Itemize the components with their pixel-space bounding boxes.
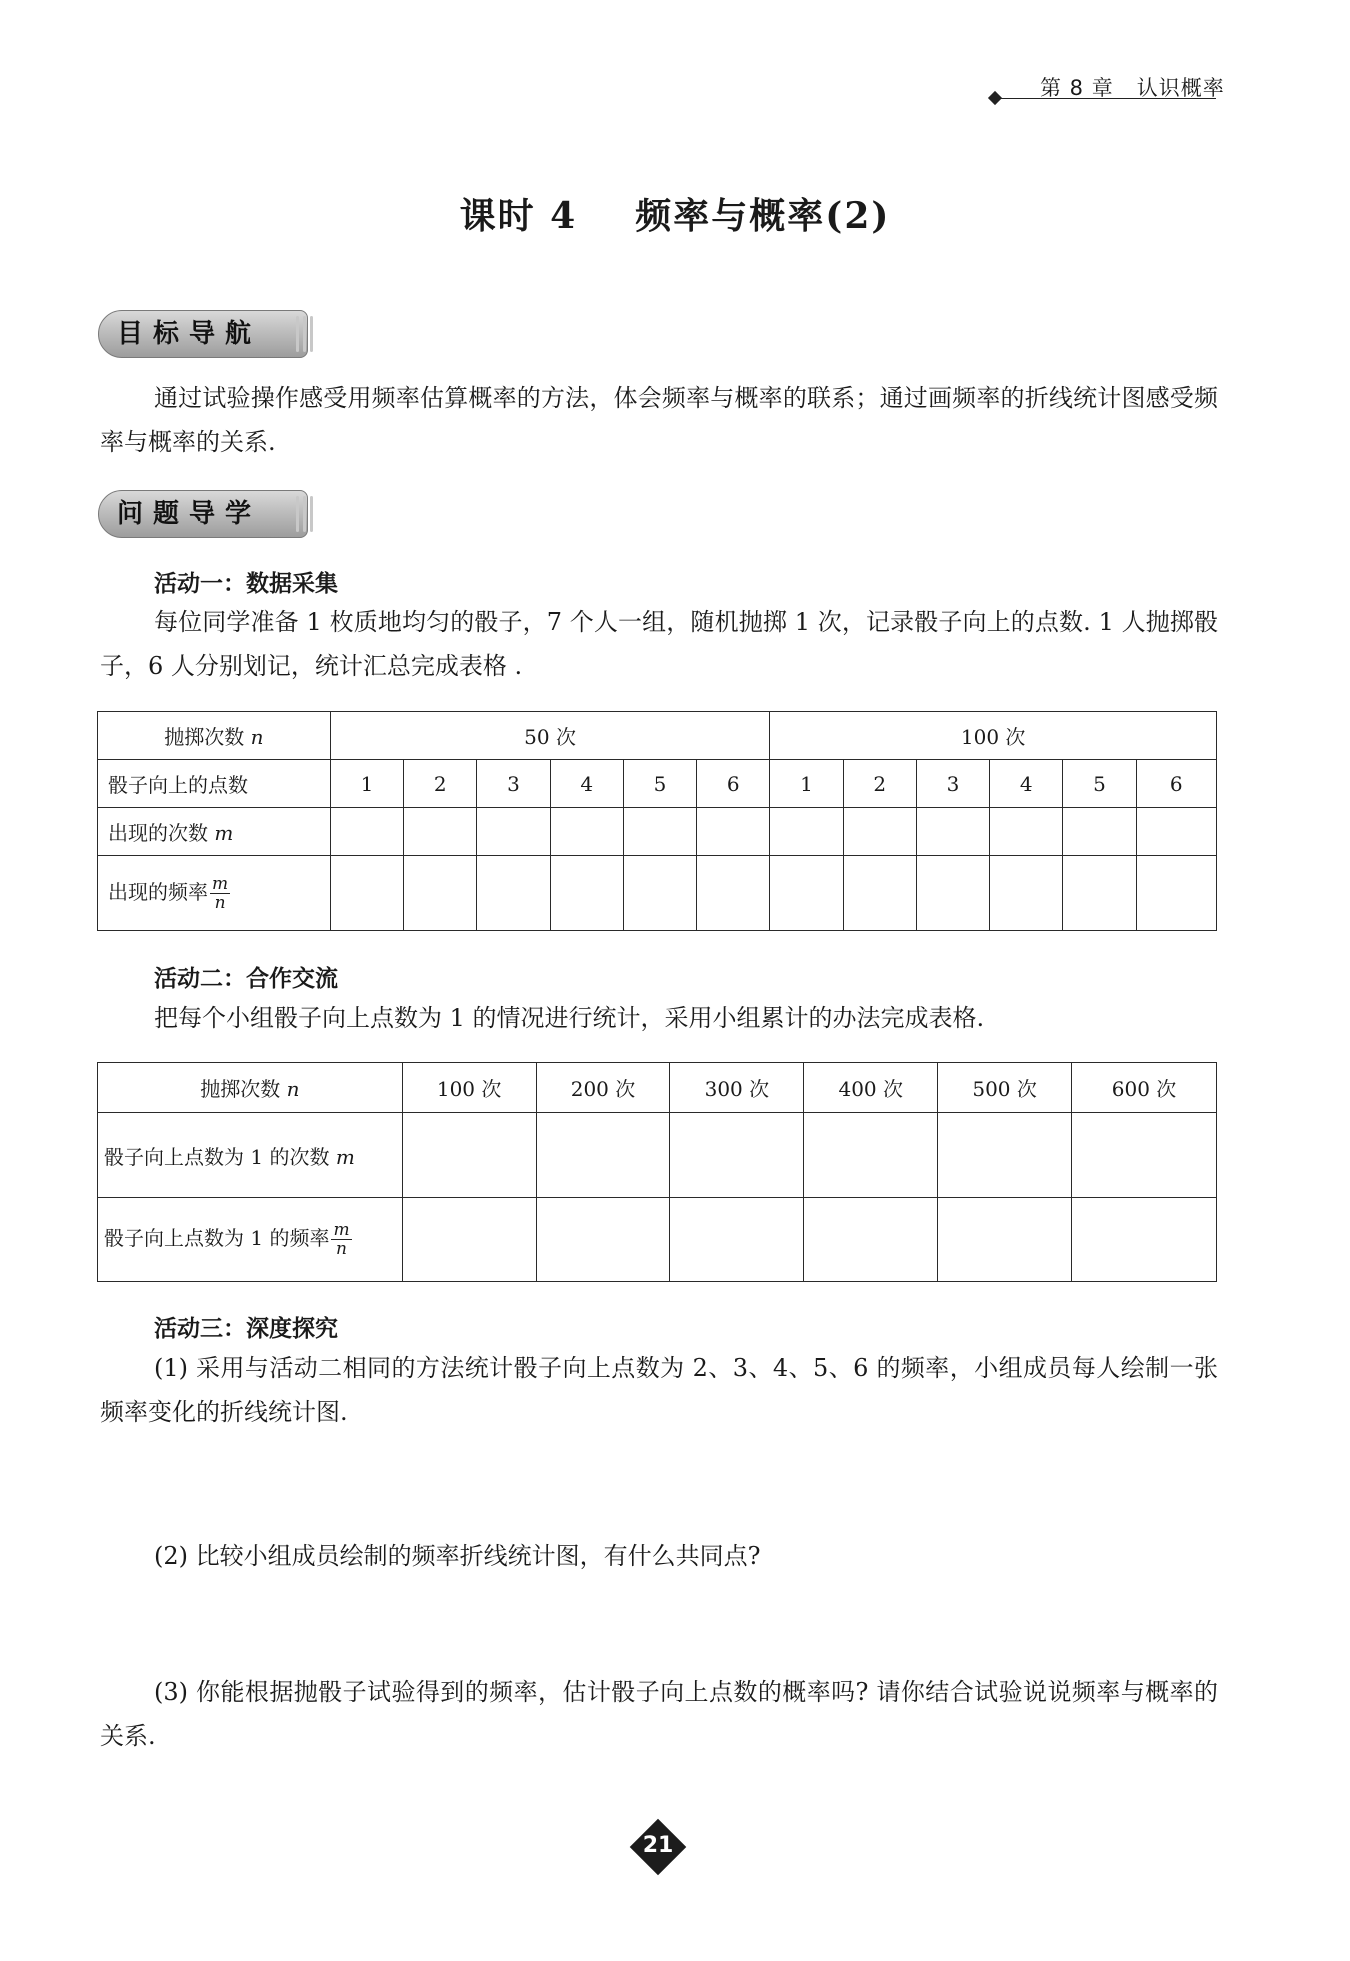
table-cell[interactable]: [404, 856, 477, 931]
table-cell[interactable]: [697, 808, 770, 856]
table-cell[interactable]: [1063, 808, 1136, 856]
chapter-header: 第 8 章 认识概率: [1040, 76, 1225, 100]
table-cell-header: 抛掷次数 n: [98, 1063, 403, 1113]
table-cell: 1: [770, 760, 843, 808]
section-banner-label: 问题导学: [117, 499, 262, 529]
table-cell: 5: [623, 760, 696, 808]
table-cell[interactable]: [670, 1113, 804, 1198]
table-cell[interactable]: [477, 808, 550, 856]
table-cell[interactable]: [670, 1198, 804, 1282]
data-collection-table: [97, 711, 1217, 931]
table-row: [98, 1113, 1217, 1198]
table-cell[interactable]: [404, 808, 477, 856]
section-banner-label: 目标导航: [117, 319, 262, 349]
table-cell: 6: [1136, 760, 1216, 808]
table-cell[interactable]: [843, 856, 916, 931]
table-column-header: 100 次: [402, 1063, 536, 1113]
table-row-header: 骰子向上点数为 1 的次数 m: [98, 1113, 403, 1198]
table-cell[interactable]: [550, 856, 623, 931]
header-rule: [1000, 98, 1216, 99]
table-cell[interactable]: [697, 856, 770, 931]
activity3-heading: 活动三：深度探究: [154, 1316, 338, 1342]
table-row: [98, 1063, 1217, 1113]
table-cell[interactable]: [770, 808, 843, 856]
table-cell[interactable]: [1136, 856, 1216, 931]
activity3-question-3: (3) 你能根据抛骰子试验得到的频率，估计骰子向上点数的概率吗? 请你结合试验说说频率与概率的关系.: [100, 1678, 1218, 1750]
table-cell: 4: [990, 760, 1063, 808]
table-cell[interactable]: [990, 808, 1063, 856]
table-cell: 5: [1063, 760, 1136, 808]
table-cell[interactable]: [330, 808, 403, 856]
table-cell: 2: [404, 760, 477, 808]
table-cell: 3: [916, 760, 989, 808]
table-cell[interactable]: [916, 856, 989, 931]
table-cell[interactable]: [770, 856, 843, 931]
activity1-text: 每位同学准备 1 枚质地均匀的骰子，7 个人一组，随机抛掷 1 次，记录骰子向上的点数. 1 人抛掷骰子，6 人分别划记，统计汇总完成表格 .: [100, 608, 1218, 680]
table-cell[interactable]: [330, 856, 403, 931]
table-cell[interactable]: [938, 1198, 1072, 1282]
table-cell: 4: [550, 760, 623, 808]
table-cell[interactable]: [804, 1113, 938, 1198]
banner-decoration: [290, 492, 316, 536]
page-number: 21: [642, 1833, 674, 1858]
table-cell[interactable]: [804, 1198, 938, 1282]
page-title: 课时 4 频率与概率(2): [459, 195, 891, 237]
section-banner-guide: [98, 490, 308, 538]
table-cell[interactable]: [477, 856, 550, 931]
table-cell[interactable]: [916, 808, 989, 856]
table-cell: 1: [330, 760, 403, 808]
table-cell[interactable]: [843, 808, 916, 856]
table-cell: 2: [843, 760, 916, 808]
table-cell[interactable]: [990, 856, 1063, 931]
table-column-header: 500 次: [938, 1063, 1072, 1113]
table-column-header: 600 次: [1072, 1063, 1217, 1113]
table-column-header: 400 次: [804, 1063, 938, 1113]
fraction: $\frac{m}{n}$: [333, 1220, 350, 1259]
table-cell: 3: [477, 760, 550, 808]
activity2-heading: 活动二：合作交流: [154, 966, 338, 992]
table-cell-header: 抛掷次数 n: [98, 712, 331, 760]
table-cell[interactable]: [1072, 1198, 1217, 1282]
fraction: $\frac{m}{n}$: [212, 873, 229, 913]
cumulative-table: [97, 1062, 1217, 1282]
table-cell[interactable]: [402, 1113, 536, 1198]
table-row: [98, 760, 1217, 808]
activity3-question-2: (2) 比较小组成员绘制的频率折线统计图，有什么共同点?: [154, 1542, 761, 1570]
table-group-header: 100 次: [770, 712, 1217, 760]
table-cell: 6: [697, 760, 770, 808]
table-cell[interactable]: [1063, 856, 1136, 931]
table-row: [98, 808, 1217, 856]
section-banner-goal: [98, 310, 308, 358]
table-row-header: 骰子向上点数为 1 的频率 $\frac{m}{n}$: [98, 1198, 403, 1282]
activity1-heading: 活动一：数据采集: [154, 571, 338, 597]
table-row-header: 出现的频率 $\frac{m}{n}$: [98, 856, 331, 931]
table-cell[interactable]: [623, 808, 696, 856]
table-column-header: 300 次: [670, 1063, 804, 1113]
table-cell[interactable]: [1072, 1113, 1217, 1198]
table-row-header: 骰子向上的点数: [98, 760, 331, 808]
table-row: [98, 1198, 1217, 1282]
goal-text: 通过试验操作感受用频率估算概率的方法，体会频率与概率的联系；通过画频率的折线统计图感受频率与概率的关系.: [100, 384, 1218, 456]
table-cell[interactable]: [623, 856, 696, 931]
table-group-header: 50 次: [330, 712, 770, 760]
table-row: [98, 712, 1217, 760]
table-cell[interactable]: [1136, 808, 1216, 856]
table-cell[interactable]: [402, 1198, 536, 1282]
banner-decoration: [290, 312, 316, 356]
table-cell[interactable]: [536, 1113, 670, 1198]
table-row-header: 出现的次数 m: [98, 808, 331, 856]
activity3-question-1: (1) 采用与活动二相同的方法统计骰子向上点数为 2、3、4、5、6 的频率，小组成员每人绘制一张频率变化的折线统计图.: [100, 1354, 1218, 1426]
activity2-text: 把每个小组骰子向上点数为 1 的情况进行统计，采用小组累计的办法完成表格.: [154, 1004, 985, 1032]
table-row: [98, 856, 1217, 931]
table-cell[interactable]: [536, 1198, 670, 1282]
table-cell[interactable]: [938, 1113, 1072, 1198]
table-column-header: 200 次: [536, 1063, 670, 1113]
table-cell[interactable]: [550, 808, 623, 856]
